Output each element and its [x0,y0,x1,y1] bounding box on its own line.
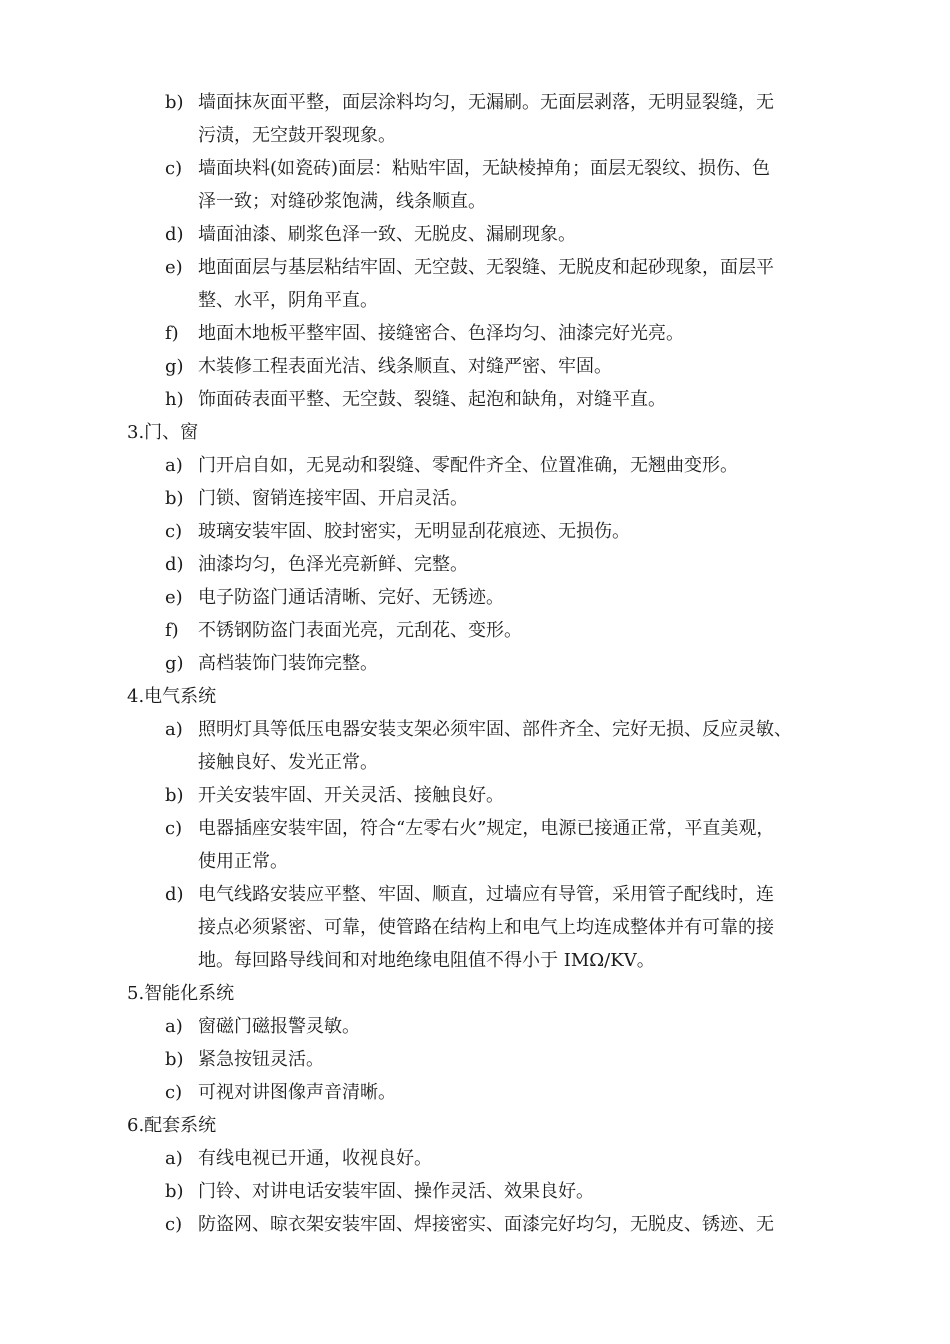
list-item-text: 不锈钢防盗门表面光亮，元刮花、变形。 [198,620,522,641]
list-item-marker: d) [165,554,184,575]
list-item-text: 电器插座安装牢固，符合“左零右火”规定，电源已接通正常，平直美观， [198,818,775,839]
section-heading-text: 3.门、窗 [127,422,199,443]
list-item-text: 接点必须紧密、可靠，使管路在结构上和电气上均连成整体并有可靠的接 [198,917,774,938]
list-item [0,1175,950,1208]
list-item [0,482,950,515]
list-item-text: 照明灯具等低压电器安装支架必须牢固、部件齐全、完好无损、反应灵敏、 [198,719,792,740]
section-heading [0,680,950,713]
section-heading [0,1109,950,1142]
list-item-text: 有线电视已开通，收视良好。 [198,1148,432,1169]
list-item-marker: a) [165,719,183,740]
section-heading [0,416,950,449]
list-item-text: 门锁、窗销连接牢固、开启灵活。 [198,488,468,509]
list-item-text: 高档装饰门装饰完整。 [198,653,378,674]
list-item-text: 木装修工程表面光洁、线条顺直、对缝严密、牢固。 [198,356,612,377]
list-item-marker: b) [165,488,184,509]
list-item-text: 地。每回路导线间和对地绝缘电阻值不得小于 IMΩ/KV。 [198,950,655,971]
list-item-marker: c) [165,521,183,542]
list-item-text: 电子防盗门通话清晰、完好、无锈迹。 [198,587,504,608]
list-item [0,779,950,812]
list-item-text: 接触良好、发光正常。 [198,752,378,773]
list-item-marker: c) [165,818,183,839]
list-item-text: 电气线路安装应平整、牢固、顺直，过墙应有导管，采用管子配线时，连 [198,884,774,905]
list-item [0,317,950,350]
list-item-text: 门开启自如，无晃动和裂缝、零配件齐全、位置准确，无翘曲变形。 [198,455,738,476]
list-item-text: 使用正常。 [198,851,288,872]
list-item-text: 地面木地板平整牢固、接缝密合、色泽均匀、油漆完好光亮。 [198,323,684,344]
list-item-marker: e) [165,587,183,608]
section-heading-text: 6.配套系统 [127,1115,217,1136]
list-item [0,1043,950,1076]
list-item [0,713,950,746]
list-item-text: 饰面砖表面平整、无空鼓、裂缝、起泡和缺角，对缝平直。 [198,389,666,410]
list-item-text: 污渍，无空鼓开裂现象。 [198,125,396,146]
list-item-marker: e) [165,257,183,278]
list-item [0,449,950,482]
list-item-text: 玻璃安装牢固、胶封密实，无明显刮花痕迹、无损伤。 [198,521,630,542]
list-item [0,878,950,911]
list-item-text: 墙面油漆、刷浆色泽一致、无脱皮、漏刷现象。 [198,224,576,245]
list-item-continuation [0,185,950,218]
list-item-text: 泽一致；对缝砂浆饱满，线条顺直。 [198,191,486,212]
list-item-text: 可视对讲图像声音清晰。 [198,1082,396,1103]
list-item [0,548,950,581]
list-item-marker: a) [165,455,183,476]
list-item [0,350,950,383]
list-item-text: 地面面层与基层粘结牢固、无空鼓、无裂缝、无脱皮和起砂现象，面层平 [198,257,774,278]
list-item-marker: f) [165,620,179,641]
list-item-continuation [0,944,950,977]
list-item [0,1142,950,1175]
list-item [0,614,950,647]
list-item-marker: g) [165,653,184,674]
list-item [0,1076,950,1109]
list-item-marker: g) [165,356,184,377]
list-item-text: 开关安装牢固、开关灵活、接触良好。 [198,785,504,806]
list-item-text: 防盗网、晾衣架安装牢固、焊接密实、面漆完好均匀，无脱皮、锈迹、无 [198,1214,774,1235]
list-item-text: 整、水平，阴角平直。 [198,290,378,311]
list-item-continuation [0,119,950,152]
list-item-continuation [0,284,950,317]
list-item [0,812,950,845]
list-item-continuation [0,746,950,779]
list-item-marker: b) [165,1049,184,1070]
list-item-marker: d) [165,884,184,905]
list-item-marker: a) [165,1016,183,1037]
list-item-text: 油漆均匀，色泽光亮新鲜、完整。 [198,554,468,575]
list-item-marker: b) [165,1181,184,1202]
list-item-marker: f) [165,323,179,344]
list-item-continuation [0,845,950,878]
list-item [0,1208,950,1241]
list-item-text: 墙面抹灰面平整，面层涂料均匀，无漏刷。无面层剥落，无明显裂缝，无 [198,92,774,113]
list-item-marker: b) [165,92,184,113]
section-heading-text: 4.电气系统 [127,686,217,707]
section-heading [0,977,950,1010]
list-item [0,218,950,251]
document-page [0,86,950,1241]
list-item-marker: c) [165,1082,183,1103]
list-item-marker: a) [165,1148,183,1169]
list-item-text: 紧急按钮灵活。 [198,1049,324,1070]
section-heading-text: 5.智能化系统 [127,983,235,1004]
list-item [0,383,950,416]
list-item-continuation [0,911,950,944]
list-item [0,515,950,548]
list-item-marker: d) [165,224,184,245]
list-item-text: 窗磁门磁报警灵敏。 [198,1016,360,1037]
list-item-marker: b) [165,785,184,806]
list-item [0,647,950,680]
list-item [0,1010,950,1043]
list-item-marker: h) [165,389,184,410]
list-item [0,86,950,119]
list-item-marker: c) [165,1214,183,1235]
list-item-marker: c) [165,158,183,179]
list-item-text: 墙面块料(如瓷砖)面层：粘贴牢固，无缺棱掉角；面层无裂纹、损伤、色 [198,158,771,179]
list-item-text: 门铃、对讲电话安装牢固、操作灵活、效果良好。 [198,1181,594,1202]
list-item [0,152,950,185]
list-item [0,251,950,284]
list-item [0,581,950,614]
